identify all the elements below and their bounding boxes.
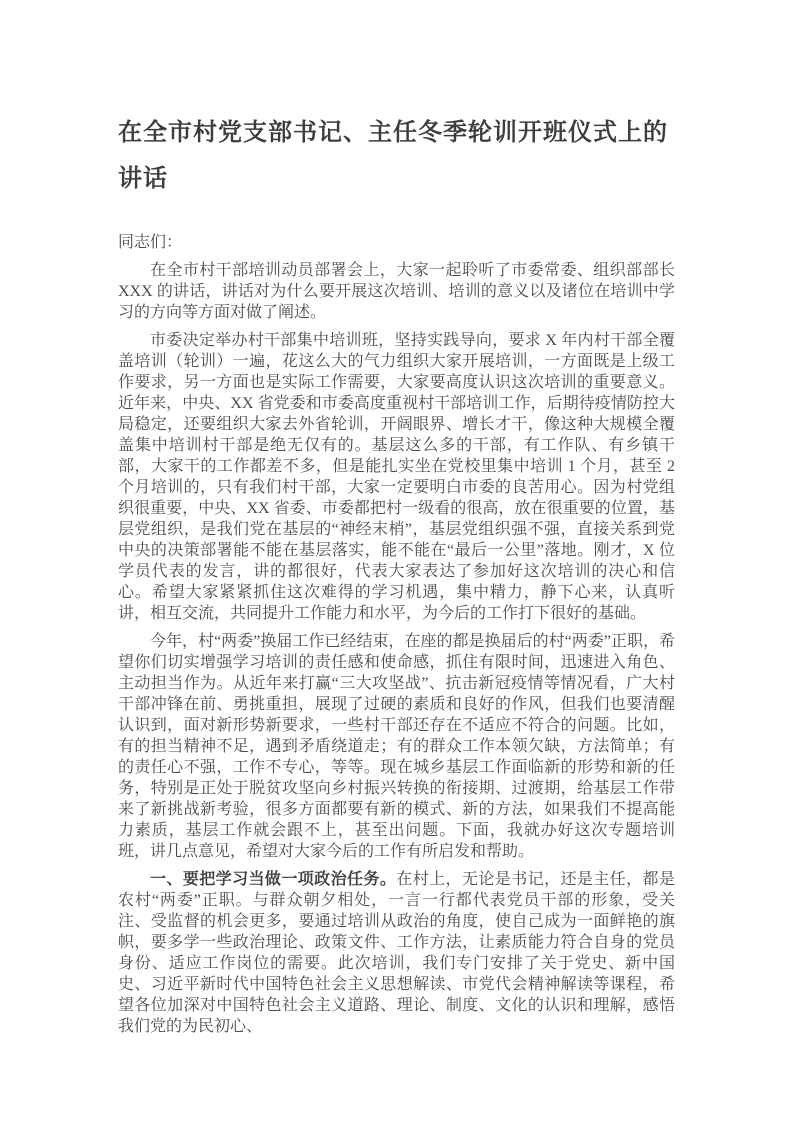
point-one-body: 在村上，无论是书记，还是主任，都是农村“两委”正职。与群众朝夕相处，一言一行都代表党员干部的形象，受关注、受监督的机会更多，要通过培训从政治的角度，使自己成为一面鲜艳的旗帜，要多学一些政治理论、政策文件、工作方法，让素质能力符合自身的党员身份、适应工作岗位的需要。此次培训，我们专门安排了关于党史、新中国史、习近平新时代中国特色社会主义思想解读、市党代会精神解读等课程，希望各位加深对中国特色社会主义道路、理论、制度、文化的认识和理解，感悟我们党的为民初心、 [118,871,675,1035]
document-body [118,232,675,1037]
document-title: 在全市村党支部书记、主任冬季轮训开班仪式上的讲话 [118,119,668,192]
point-one-heading: 一、要把学习当做一项政治任务。 [150,871,397,888]
paragraph-training-significance: 市委决定举办村干部集中培训班，坚持实践导向，要求 X 年内村干部全覆盖培训（轮训）一遍，花这么大的气力组织大家开展培训，一方面既是上级工作要求，另一方面也是实际工作需要，大家要高度认识这次培训的重要意义。近年来，中央、XX 省党委和市委高度重视村干部培训工作，后期待疫情防控大局稳定，还要组织大家去外省轮训，开阔眼界、增长才干，像这种大规模全覆盖集中培训村干部是绝无仅有的。基层这么多的干部，有工作队、有乡镇干部，大家干的工作都差不多，但是能扎实坐在党校里集中培训 1 个月，甚至 2 个月培训的，只有我们村干部，大家一定要明白市委的良苦用心。因为村党组织很重要，中央、XX 省委、市委都把村一级看的很高，放在很重要的位置，基层党组织，是我们党在基层的“神经末梢”，基层党组织强不强，直接关系到党中央的决策部署能不能在基层落实，能不能在“最后一公里”落地。刚才，X 位学员代表的发言，讲的都很好，代表大家表达了参加好这次培训的决心和信心。希望大家紧紧抓住这次难得的学习机遇，集中精力，静下心来，认真听讲，相互交流，共同提升工作能力和水平，为今后的工作打下很好的基础。 [118,332,675,622]
salutation: 同志们： [118,234,183,251]
paragraph-intro: 在全市村干部培训动员部署会上，大家一起聆听了市委常委、组织部部长 XXX 的讲话，讲话对为什么要开展这次培训、培训的意义以及诸位在培训中学习的方向等方面对做了阐述。 [118,262,675,321]
paragraph-new-term-requirements: 今年，村“两委”换届工作已经结束，在座的都是换届后的村“两委”正职，希望你们切实增强学习培训的责任感和使命感，抓住有限时间，迅速进入角色、主动担当作为。从近年来打赢“三大攻坚战”、抗击新冠疫情等情况看，广大村干部冲锋在前、勇挑重担，展现了过硬的素质和良好的作风，但我们也要清醒认识到，面对新形势新要求，一些村干部还存在不适应不符合的问题。比如，有的担当精神不足，遇到矛盾绕道走；有的群众工作本领欠缺，方法简单；有的责任心不强，工作不专心，等等。现在城乡基层工作面临新的形势和新的任务，特别是正处于脱贫攻坚向乡村振兴转换的衔接期、过渡期，给基层工作带来了新挑战新考验，很多方面都要有新的模式、新的方法，如果我们不提高能力素质，基层工作就会跟不上，甚至出问题。下面，我就办好这次专题培训班，讲几点意见，希望对大家今后的工作有所启发和帮助。 [118,633,675,860]
paragraph-point-one [118,869,675,1037]
